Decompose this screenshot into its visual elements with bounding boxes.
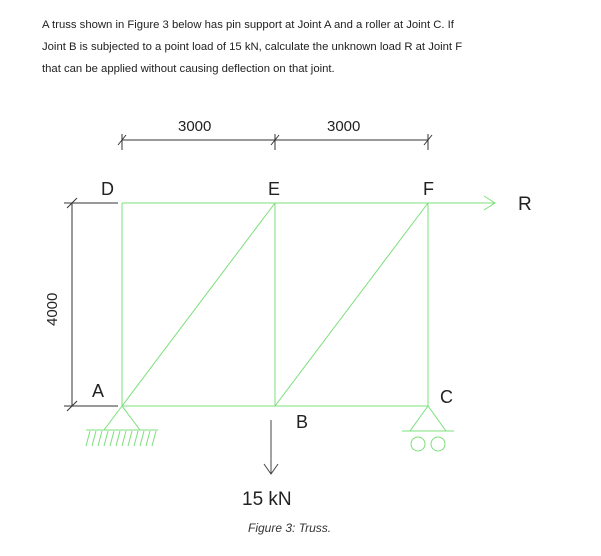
dimension-right-label: 3000 <box>327 118 361 135</box>
joint-label-B: B <box>296 412 309 432</box>
roller-support-C <box>402 406 454 451</box>
joint-label-A: A <box>92 381 105 401</box>
height-dimension <box>64 198 118 411</box>
joint-label-E: E <box>268 179 281 199</box>
problem-line-2: Joint B is subjected to a point load of 15 kN, calculate the unknown load R at Joint F <box>42 41 463 53</box>
member-BF <box>275 203 428 406</box>
dimension-height-label: 4000 <box>44 292 61 326</box>
joint-label-F: F <box>423 179 434 199</box>
problem-line-3: that can be applied without causing deflection on that joint. <box>42 63 335 75</box>
top-dimension <box>118 134 432 150</box>
problem-line-1: A truss shown in Figure 3 below has pin support at Joint A and a roller at Joint C. If <box>42 19 454 31</box>
point-load-arrow <box>264 420 278 474</box>
figure-caption: Figure 3: Truss. <box>248 521 332 535</box>
point-load-label: 15 kN <box>242 489 292 510</box>
load-R-label: R <box>518 194 532 215</box>
dimension-left-label: 3000 <box>178 118 212 135</box>
load-R-arrow <box>428 196 495 210</box>
joint-label-D: D <box>101 179 114 199</box>
truss-members <box>122 203 428 406</box>
pin-support-A <box>86 406 158 446</box>
joint-label-C: C <box>440 387 453 407</box>
member-AE <box>122 203 275 406</box>
